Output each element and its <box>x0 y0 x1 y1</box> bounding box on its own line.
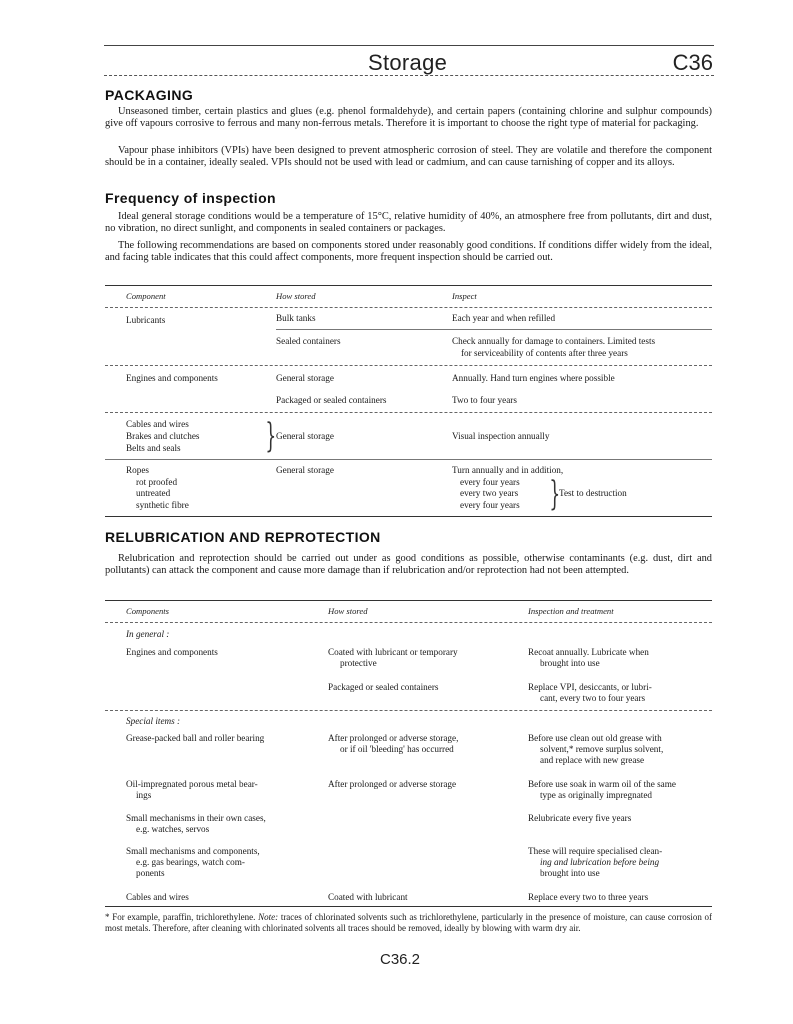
relub-row-cables: Cables and wires <box>126 892 189 902</box>
cables-inspect: Visual inspection annually <box>452 431 550 441</box>
cables-how-stored: General storage <box>276 431 334 441</box>
relub-row-oil-impregnated-1: Oil-impregnated porous metal bear- <box>126 779 258 789</box>
relub-rule-2 <box>105 710 712 711</box>
engines-general-inspect: Annually. Hand turn engines where possible <box>452 373 615 383</box>
packaging-heading: PACKAGING <box>105 87 194 103</box>
col-header-components: Components <box>126 606 169 616</box>
inspect-rule-3 <box>105 412 712 413</box>
row-engines: Engines and components <box>126 373 218 383</box>
engines-coated-2: protective <box>340 658 377 668</box>
relub-row-oil-impregnated-2: ings <box>136 790 152 800</box>
small-mech-relubricate: Relubricate every five years <box>528 813 632 823</box>
col-header-inspect: Inspect <box>452 291 477 301</box>
cables-coated: Coated with lubricant <box>328 892 408 902</box>
header-bottom-rule <box>104 75 714 76</box>
row-cables: Cables and wires <box>126 419 189 429</box>
col-header-how-stored: How stored <box>276 291 316 301</box>
engines-packaged-2: Packaged or sealed containers <box>328 682 439 692</box>
engines-recoat-1: Recoat annually. Lubricate when <box>528 647 649 657</box>
row-lubricants: Lubricants <box>126 315 166 325</box>
engines-coated-1: Coated with lubricant or temporary <box>328 647 458 657</box>
ropes-how-stored: General storage <box>276 465 334 475</box>
relub-paragraph: Relubrication and reprotection should be carried out under as good conditions as possible, otherwise contaminants (e.g. dust, dirt and pollutants) can attack the component and cause more damage than if relubrication and/or reprotection had not been attempted. <box>105 553 712 577</box>
page-title: Storage <box>368 50 448 75</box>
relub-row-small-mech-2: e.g. watches, servos <box>136 824 210 834</box>
relub-heading: RELUBRICATION AND REPROTECTION <box>105 529 381 545</box>
grease-before-use-3: and replace with new grease <box>540 755 645 765</box>
row-ropes: Ropes <box>126 465 149 475</box>
special-items-label: Special items : <box>126 716 181 726</box>
brace-cables: } <box>265 416 277 456</box>
row-belts: Belts and seals <box>126 443 181 453</box>
lubricants-sub-rule <box>276 329 712 330</box>
relub-header-rule <box>105 622 712 623</box>
cables-replace: Replace every two to three years <box>528 892 649 902</box>
engines-packaged-inspect: Two to four years <box>452 395 517 405</box>
inspect-table-bottom-rule <box>105 516 712 517</box>
packaging-paragraph-1: Unseasoned timber, certain plastics and glues (e.g. phenol formaldehyde), and certain papers (containing chlorine and sulphur compounds) give off vapours corrosive to ferrous and many non-ferrous metals. Therefore it is important to choose the right type of material for packaging. <box>105 106 712 130</box>
row-brakes: Brakes and clutches <box>126 431 200 441</box>
specialised-1: These will require specialised clean- <box>528 846 663 856</box>
col-header-how-stored-2: How stored <box>328 606 368 616</box>
inspect-table-top-rule <box>105 285 712 286</box>
relub-row-small-mech-comp-2: e.g. gas bearings, watch com- <box>136 857 245 867</box>
inspect-table-header-rule <box>105 307 712 308</box>
engines-packaged: Packaged or sealed containers <box>276 395 387 405</box>
ropes-every-four-2: every four years <box>460 500 520 510</box>
relub-row-small-mech-comp-1: Small mechanisms and components, <box>126 846 260 856</box>
lubricants-bulk-tanks: Bulk tanks <box>276 313 316 323</box>
specialised-2: ing and lubrication before being <box>540 857 660 867</box>
relub-table-bottom-rule <box>105 906 712 907</box>
col-header-component: Component <box>126 291 166 301</box>
oil-after-prolonged: After prolonged or adverse storage <box>328 779 457 789</box>
footnote-lead: * For example, paraffin, trichlorethylene. <box>105 912 256 922</box>
inspect-rule-4 <box>105 459 712 460</box>
footnote-note-label: Note: <box>258 912 279 922</box>
relub-row-small-mech-1: Small mechanisms in their own cases, <box>126 813 266 823</box>
ropes-inspect: Turn annually and in addition, <box>452 465 564 475</box>
ropes-test-destruction: Test to destruction <box>559 488 627 498</box>
specialised-3: brought into use <box>540 868 600 878</box>
engines-recoat-2: brought into use <box>540 658 600 668</box>
ropes-rot-proofed: rot proofed <box>136 477 178 487</box>
relub-row-small-mech-comp-3: ponents <box>136 868 165 878</box>
page-number: C36.2 <box>380 951 421 968</box>
oil-soak-2: type as originally impregnated <box>540 790 653 800</box>
relub-table-top-rule <box>105 600 712 601</box>
ropes-every-two: every two years <box>460 488 519 498</box>
lubricants-bulk-inspect: Each year and when refilled <box>452 313 556 323</box>
lubricants-sealed: Sealed containers <box>276 336 341 346</box>
section-code: C36 <box>672 50 713 75</box>
engines-general: General storage <box>276 373 334 383</box>
ropes-synthetic: synthetic fibre <box>136 500 189 510</box>
engines-replace-vpi-2: cant, every two to four years <box>540 693 646 703</box>
col-header-inspection-treatment: Inspection and treatment <box>528 606 614 616</box>
inspect-rule-2 <box>105 365 712 366</box>
footnote-text: traces of chlorinated solvents such as trichlorethylene, particularly in the presence of moisture, can cause corrosion of most metals. Therefore, after cleaning with chlorinated solvents all traces should be removed, ideally by blowing with warm dry air. <box>105 912 713 933</box>
brace-ropes: } <box>549 474 561 514</box>
engines-replace-vpi-1: Replace VPI, desiccants, or lubri- <box>528 682 652 692</box>
grease-after-prolonged-2: or if oil 'bleeding' has occurred <box>340 744 454 754</box>
frequency-paragraph-1: Ideal general storage conditions would be a temperature of 15°C, relative humidity of 40%, an atmosphere free from pollutants, dirt and dust, no vibration, no direct sunlight, and components in sealed containers or packages. <box>105 211 712 235</box>
grease-before-use-2: solvent,* remove surplus solvent, <box>540 744 664 754</box>
relub-row-engines: Engines and components <box>126 647 218 657</box>
packaging-paragraph-2: Vapour phase inhibitors (VPIs) have been designed to prevent atmospheric corrosion of steel. They are volatile and therefore the component should be in a container, ideally sealed. VPIs should not be used with lead or cadmium, and can cause tarnishing of copper and its alloys. <box>105 145 712 169</box>
lubricants-sealed-inspect-1: Check annually for damage to containers. Limited tests <box>452 336 656 346</box>
frequency-heading: Frequency of inspection <box>105 190 276 206</box>
relub-row-grease-packed: Grease-packed ball and roller bearing <box>126 733 265 743</box>
grease-before-use-1: Before use clean out old grease with <box>528 733 662 743</box>
oil-soak-1: Before use soak in warm oil of the same <box>528 779 676 789</box>
ropes-untreated: untreated <box>136 488 171 498</box>
header-top-rule <box>104 45 714 46</box>
frequency-paragraph-2: The following recommendations are based on components stored under reasonably good conditions. If conditions differ widely from the ideal, and facing table indicates that this could affect components, more frequent inspection should be carried out. <box>105 240 712 264</box>
lubricants-sealed-inspect-2: for serviceability of contents after three years <box>461 348 628 358</box>
footnote <box>105 912 712 934</box>
grease-after-prolonged-1: After prolonged or adverse storage, <box>328 733 459 743</box>
in-general-label: In general : <box>126 629 170 639</box>
ropes-every-four-1: every four years <box>460 477 520 487</box>
